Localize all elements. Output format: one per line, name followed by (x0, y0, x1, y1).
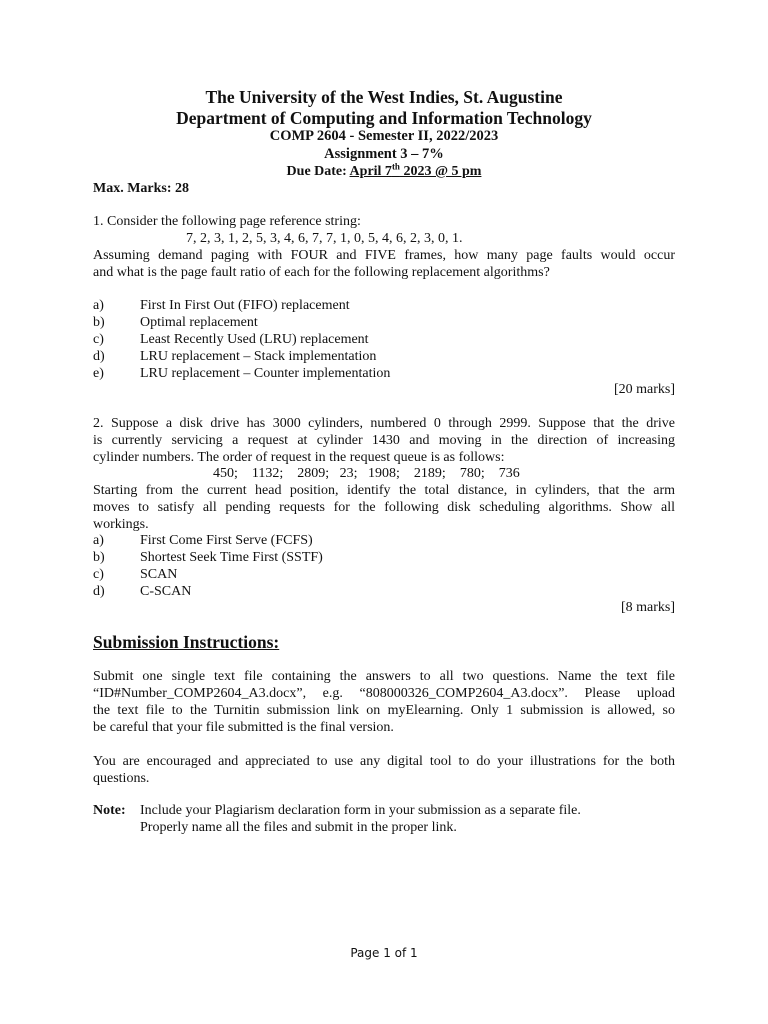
q2-marks: [8 marks] (620, 600, 675, 615)
q1-intro: 1. Consider the following page reference string: (93, 214, 361, 229)
q2-line2: is currently servicing a request at cylinder 1430 and moving in the direction of increasing (93, 433, 675, 448)
submission-p1-line2: “ID#Number_COMP2604_A3.docx”, e.g. “808000326_COMP2604_A3.docx”. Please upload (93, 686, 675, 701)
page-number: Page 1 of 1 (350, 946, 418, 960)
list-item: d) LRU replacement – Stack implementation (93, 349, 377, 364)
list-item: c) Least Recently Used (LRU) replacement (93, 332, 369, 347)
q1-reference-string: 7, 2, 3, 1, 2, 5, 3, 4, 6, 7, 7, 1, 0, 5, 4, 6, 2, 3, 0, 1. (186, 231, 463, 246)
department-title: Department of Computing and Information Technology (176, 108, 592, 128)
assignment-title: Assignment 3 – 7% (324, 146, 444, 162)
submission-p1-line3: the text file to the Turnitin submission link on myElearning. Only 1 submission is allowed, so (93, 703, 675, 718)
list-item: c) SCAN (93, 567, 178, 582)
submission-p2-line1: You are encouraged and appreciated to use any digital tool to do your illustrations for the both (93, 754, 675, 769)
q1-question-line1: Assuming demand paging with FOUR and FIVE frames, how many page faults would occur (93, 248, 675, 263)
submission-p1-line4: be careful that your file submitted is the final version. (93, 720, 394, 735)
q2-line6: workings. (93, 517, 149, 532)
note-label: Note: (93, 803, 126, 818)
list-item: a) First In First Out (FIFO) replacement (93, 298, 350, 313)
q1-algorithm-list (93, 297, 675, 382)
q2-line3: cylinder numbers. The order of request in the request queue is as follows: (93, 450, 505, 465)
submission-p1-line1: Submit one single text file containing the answers to all two questions. Name the text file (93, 669, 675, 684)
note-line2: Properly name all the files and submit in the proper link. (140, 820, 457, 835)
q2-line1: 2. Suppose a disk drive has 3000 cylinders, numbered 0 through 2999. Suppose that the drive (93, 416, 675, 431)
list-item: e) LRU replacement – Counter implementation (93, 366, 391, 381)
due-date-label: Due Date: (286, 164, 350, 179)
list-item: a) First Come First Serve (FCFS) (93, 533, 313, 548)
list-item: b) Optimal replacement (93, 315, 258, 330)
q2-line4: Starting from the current head position, identify the total distance, in cylinders, that the arm (93, 483, 675, 498)
q2-request-queue: 450; 1132; 2809; 23; 1908; 2189; 780; 736 (213, 466, 520, 481)
q2-line5: moves to satisfy all pending requests for the following disk scheduling algorithms. Show all (93, 500, 675, 515)
note-line1: Include your Plagiarism declaration form in your submission as a separate file. (140, 803, 581, 818)
list-item: d) C-SCAN (93, 584, 192, 599)
due-date-value: April 7th 2023 @ 5 pm (349, 161, 482, 179)
submission-p2-line2: questions. (93, 771, 150, 786)
q1-question-line2: and what is the page fault ratio of each for the following replacement algorithms? (93, 265, 550, 280)
q1-marks: [20 marks] (613, 382, 675, 397)
due-date (93, 161, 675, 180)
q2-algorithm-list (93, 532, 675, 600)
submission-title: Submission Instructions: (93, 632, 280, 652)
max-marks: Max. Marks: 28 (93, 181, 190, 196)
list-item: b) Shortest Seek Time First (SSTF) (93, 550, 323, 565)
course-title: COMP 2604 - Semester II, 2022/2023 (269, 128, 499, 144)
university-title: The University of the West Indies, St. Augustine (205, 87, 563, 107)
document-page (93, 0, 675, 1024)
